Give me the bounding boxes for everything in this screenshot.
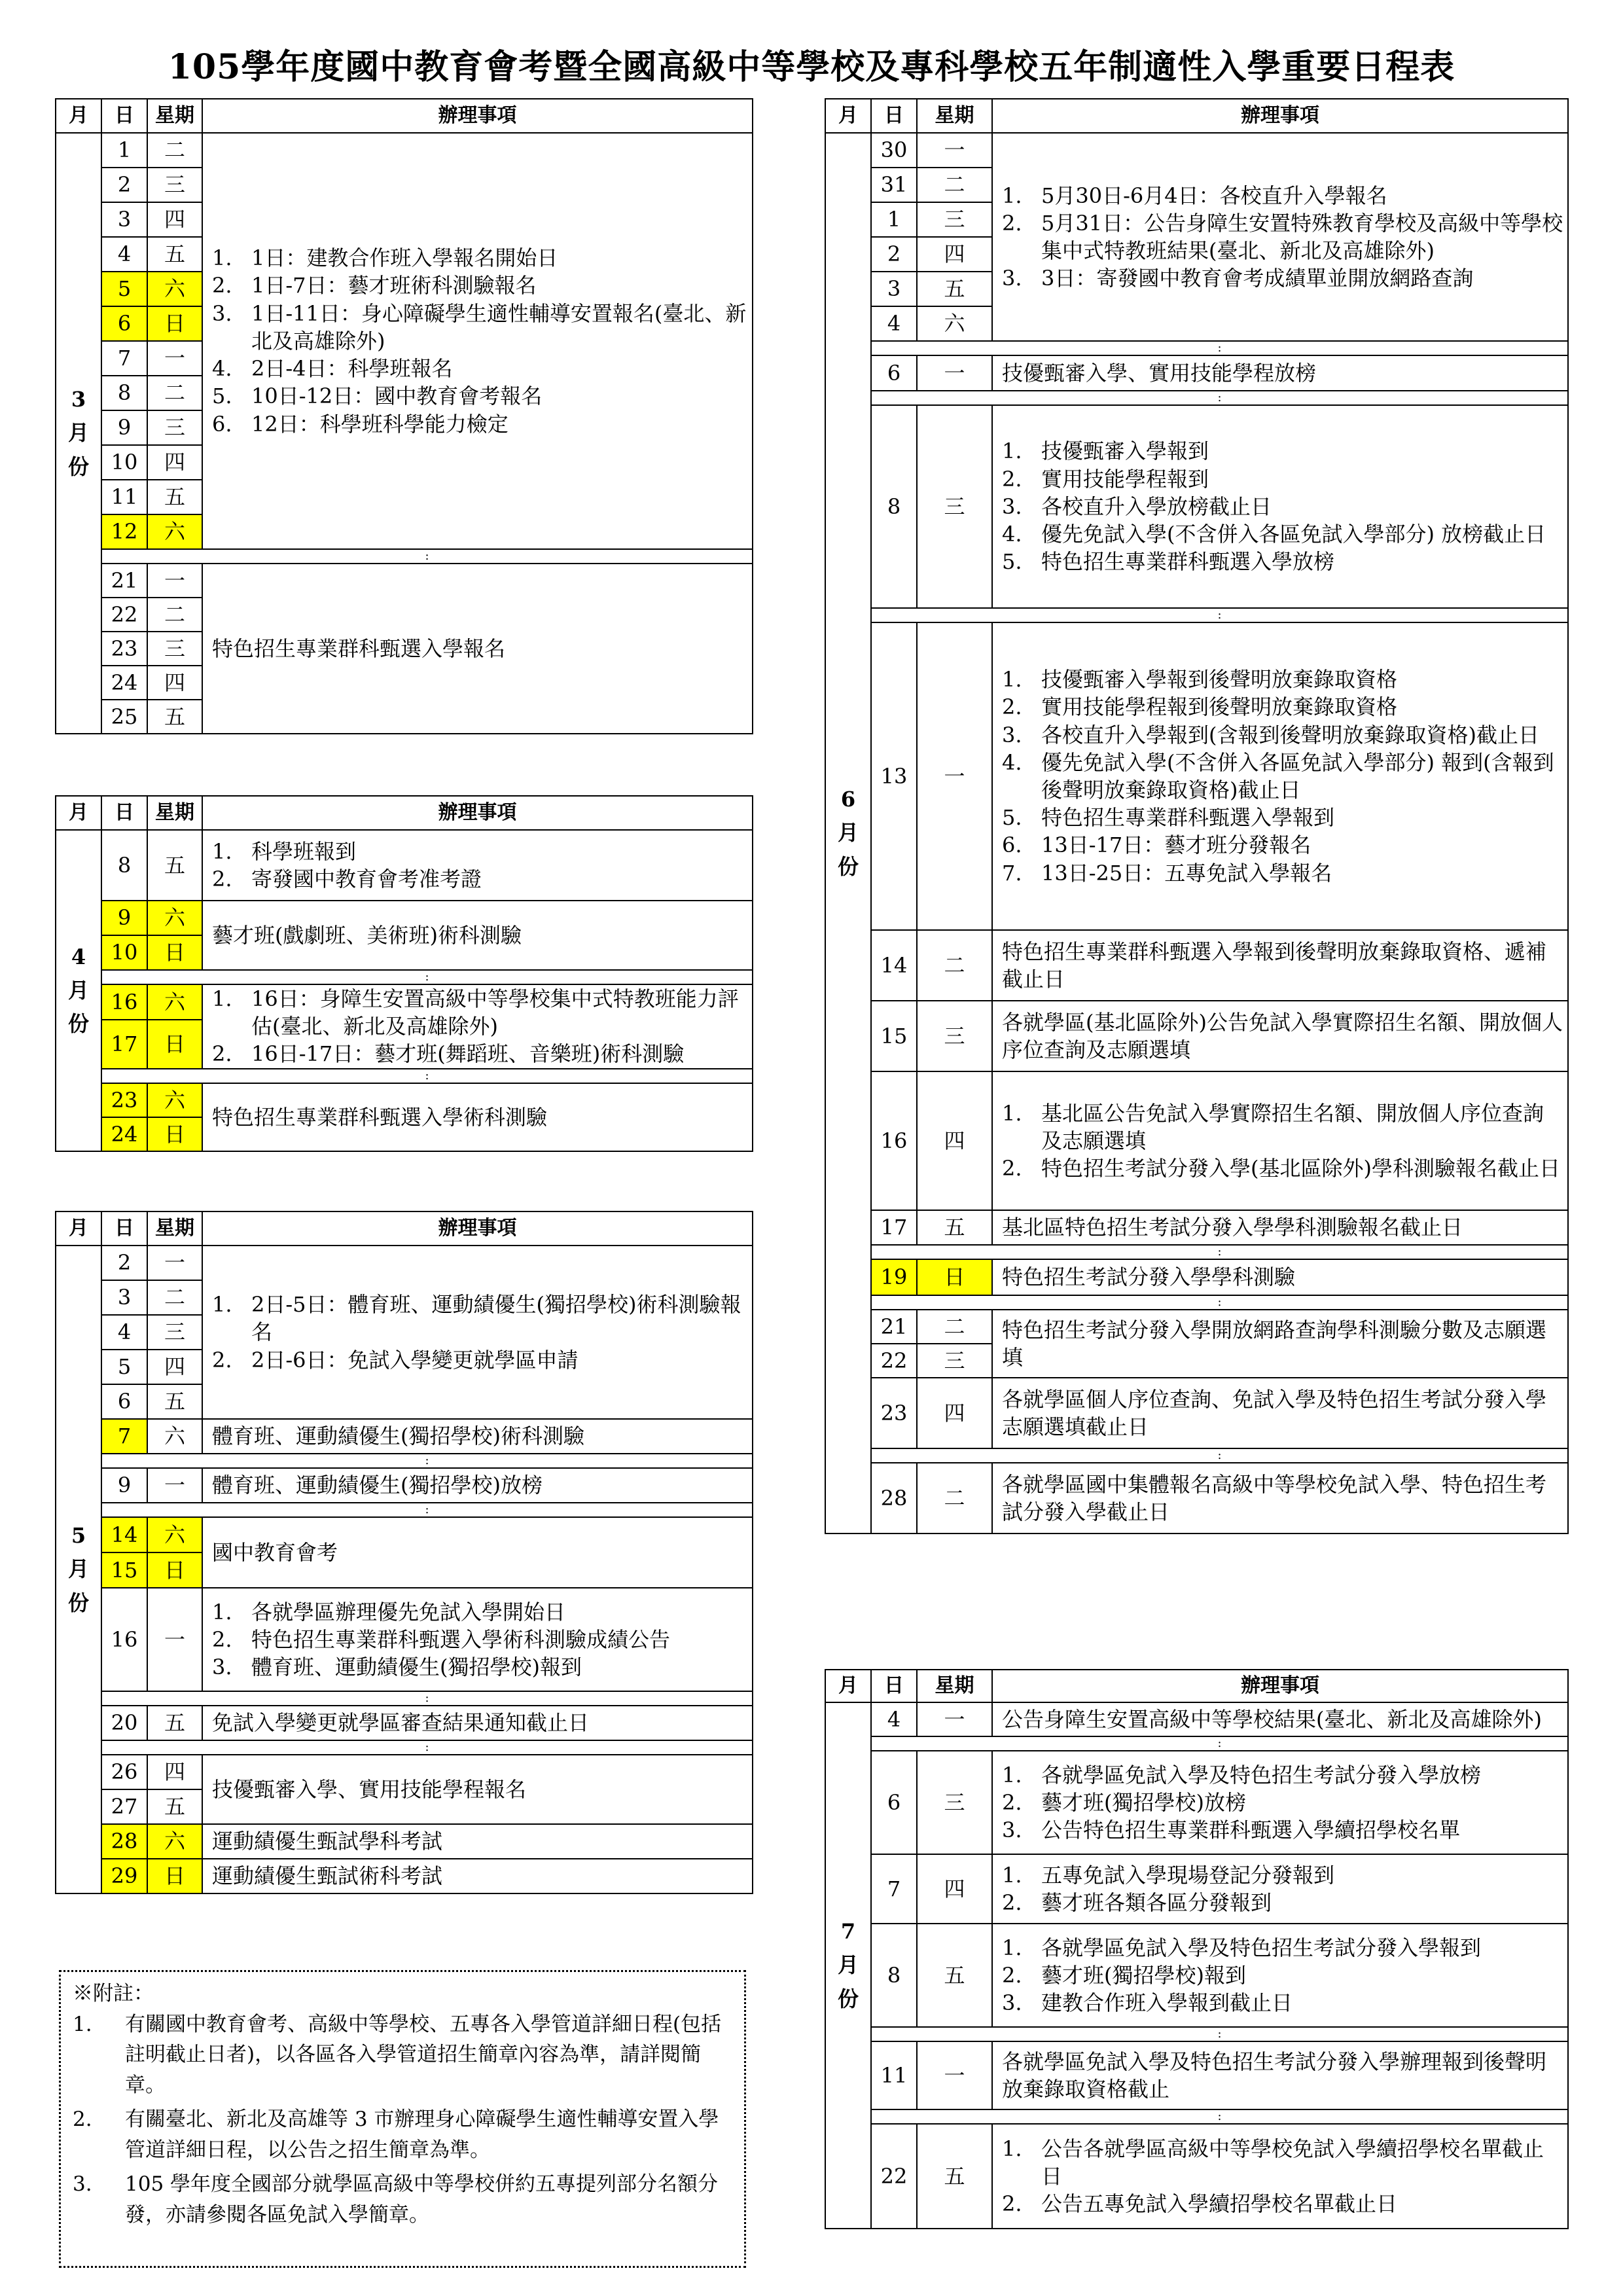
list-item: 2. 寄發國中教育會考准考證 [212,867,482,891]
weekday-cell-highlighted: 日 [147,1552,202,1588]
day-cell: 11 [871,2041,917,2109]
day-cell: 3 [101,1280,147,1315]
list-item: 1. 科學班報到 [212,838,357,864]
day-cell: 22 [871,1344,917,1378]
day-cell: 3 [871,272,917,306]
day-cell: 10 [101,445,147,480]
weekday-cell: 五 [147,237,202,272]
day-cell: 15 [871,1001,917,1071]
day-cell: 6 [871,355,917,391]
weekday-cell: 二 [147,376,202,410]
event-cell: 體育班、運動績優生(獨招學校)放榜 [202,1468,753,1503]
weekday-cell: 三 [917,202,992,237]
weekday-cell: 五 [147,1706,202,1740]
event-cell [992,1071,1568,1210]
weekday-cell: 五 [147,700,202,734]
weekday-cell: 五 [917,272,992,306]
gap-marker: : [871,1736,1568,1751]
list-item: 3. 體育班、運動績優生(獨招學校)報到 [212,1655,582,1680]
weekday-cell: 五 [917,1210,992,1245]
day-cell: 2 [871,237,917,272]
list-item: 1. 1日：建教合作班入學報名開始日 [212,245,558,271]
header-month: 月 [56,99,101,133]
day-cell: 4 [871,1702,917,1736]
event-cell: 運動績優生甄試術科考試 [202,1859,753,1893]
gap-marker: : [871,391,1568,405]
event-cell: 特色招生專業群科甄選入學報到後聲明放棄錄取資格、遞補截止日 [992,930,1568,1001]
weekday-cell: 四 [147,445,202,480]
day-cell: 16 [101,1588,147,1691]
day-cell-highlighted: 19 [871,1259,917,1295]
header-month: 月 [825,99,871,133]
weekday-cell-highlighted: 六 [147,1824,202,1859]
list-item: 1. 技優甄審入學報到 [1002,439,1209,464]
event-cell [992,622,1568,930]
weekday-cell: 四 [917,1378,992,1448]
list-item: 4. 優先免試入學(不含併入各區免試入學部分) 放榜截止日 [1002,522,1546,547]
header-month: 月 [56,1211,101,1246]
header-event: 辦理事項 [992,99,1568,133]
list-item: 3. 1日-11日：身心障礙學生適性輔導安置報名(臺北、新北及高雄除外) [212,300,747,353]
list-item: 3. 105 學年度全國部分就學區高級中等學校併約五專提列部分名額分發，亦請參閱各區免試入學簡章。 [73,2172,719,2227]
day-cell: 6 [101,1384,147,1419]
weekday-cell-highlighted: 日 [147,935,202,970]
june-table [825,98,1569,1534]
header-day: 日 [101,1211,147,1246]
weekday-cell: 一 [917,1702,992,1736]
weekday-cell: 四 [147,666,202,700]
list-item: 2. 藝才班(獨招學校)報到 [1002,1962,1246,1988]
weekday-cell: 四 [917,237,992,272]
day-cell-highlighted: 6 [101,306,147,341]
event-cell [202,830,753,901]
event-cell [992,1751,1568,1854]
event-cell: 各就學區(基北區除外)公告免試入學實際招生名額、開放個人序位查詢及志願選填 [992,1001,1568,1071]
gap-marker: : [871,2027,1568,2041]
list-item: 1. 5月30日-6月4日：各校直升入學報名 [1002,183,1387,208]
day-cell: 5 [101,1350,147,1384]
day-cell-highlighted: 9 [101,901,147,935]
month-label-july: 7 月 份 [825,1702,871,2229]
gap-marker: : [101,1454,753,1468]
event-cell [992,1924,1568,2027]
day-cell: 22 [101,598,147,632]
list-item: 2. 實用技能學程報到後聲明放棄錄取資格 [1002,694,1398,720]
gap-marker: : [871,2109,1568,2124]
weekday-cell: 五 [917,2124,992,2229]
weekday-cell: 六 [147,1419,202,1454]
header-month: 月 [56,796,101,830]
weekday-cell-highlighted: 日 [147,1117,202,1151]
day-cell: 17 [871,1210,917,1245]
day-cell: 14 [871,930,917,1001]
day-cell: 23 [101,632,147,666]
list-item: 7. 13日-25日：五專免試入學報名 [1002,860,1332,886]
list-item: 2. 5月31日：公告身障生安置特殊教育學校及高級中等學校集中式特教班結果(臺北、新北及高雄除外) [1002,210,1563,263]
day-cell-highlighted: 16 [101,984,147,1020]
event-cell: 運動績優生甄試學科考試 [202,1824,753,1859]
weekday-cell: 四 [147,202,202,237]
weekday-cell: 一 [917,133,992,168]
day-cell-highlighted: 12 [101,514,147,549]
event-cell [992,2124,1568,2229]
weekday-cell: 一 [147,564,202,598]
day-cell: 11 [101,480,147,514]
event-cell: 藝才班(戲劇班、美術班)術科測驗 [202,901,753,970]
list-item: 2. 有關臺北、新北及高雄等 3 市辦理身心障礙學生適性輔導安置入學管道詳細日程，以公告之招生簡章為準。 [73,2108,719,2162]
day-cell: 20 [101,1706,147,1740]
gap-marker: : [871,1295,1568,1310]
event-cell: 各就學區免試入學及特色招生考試分發入學辦理報到後聲明放棄錄取資格截止 [992,2041,1568,2109]
event-cell [202,1588,753,1691]
weekday-cell: 四 [917,1071,992,1210]
header-day: 日 [871,1670,917,1702]
weekday-cell: 四 [147,1755,202,1789]
weekday-cell-highlighted: 日 [147,306,202,341]
weekday-cell: 一 [917,355,992,391]
weekday-cell: 三 [917,405,992,608]
event-cell: 免試入學變更就學區審查結果通知截止日 [202,1706,753,1740]
gap-marker: : [871,1448,1568,1463]
list-item: 1. 技優甄審入學報到後聲明放棄錄取資格 [1002,667,1398,692]
gap-marker: : [101,1503,753,1517]
day-cell-highlighted: 28 [101,1824,147,1859]
weekday-cell: 一 [147,1246,202,1280]
day-cell: 2 [101,168,147,202]
day-cell-highlighted: 14 [101,1517,147,1552]
list-item: 1. 各就學區辦理優先免試入學開始日 [212,1599,566,1624]
day-cell: 22 [871,2124,917,2229]
gap-marker: : [871,341,1568,355]
event-cell: 公告身障生安置高級中等學校結果(臺北、新北及高雄除外) [992,1702,1568,1736]
weekday-cell: 六 [917,306,992,341]
list-item: 3. 建教合作班入學報到截止日 [1002,1990,1293,2016]
day-cell: 21 [101,564,147,598]
header-weekday: 星期 [917,1670,992,1702]
weekday-cell: 三 [147,1315,202,1350]
header-weekday: 星期 [917,99,992,133]
gap-marker: : [871,608,1568,622]
event-cell [992,133,1568,341]
gap-marker: : [101,1069,753,1083]
day-cell: 28 [871,1463,917,1534]
list-item: 1. 各就學區免試入學及特色招生考試分發入學報到 [1002,1935,1482,1960]
july-table [825,1669,1569,2229]
day-cell: 3 [101,202,147,237]
weekday-cell: 三 [917,1751,992,1854]
gap-marker: : [101,549,753,564]
weekday-cell-highlighted: 日 [147,1020,202,1069]
day-cell: 4 [101,1315,147,1350]
march-table [55,98,753,734]
list-item: 2. 2日-6日：免試入學變更就學區申請 [212,1347,579,1372]
day-cell-highlighted: 29 [101,1859,147,1893]
header-event: 辦理事項 [202,1211,753,1246]
day-cell-highlighted: 17 [101,1020,147,1069]
day-cell-highlighted: 15 [101,1552,147,1588]
list-item: 1. 公告各就學區高級中等學校免試入學續招學校名單截止日 [1002,2136,1544,2189]
weekday-cell-highlighted: 六 [147,272,202,306]
list-item: 2. 1日-7日：藝才班術科測驗報名 [212,273,537,298]
list-item: 4. 優先免試入學(不含併入各區免試入學部分) 報到(含報到後聲明放棄錄取資格)截止日 [1002,749,1554,802]
day-cell: 8 [871,405,917,608]
list-item: 2. 公告五專免試入學續招學校名單截止日 [1002,2191,1398,2217]
header-event: 辦理事項 [202,796,753,830]
list-item: 2. 藝才班各類各區分發報到 [1002,1890,1272,1915]
day-cell: 31 [871,168,917,202]
day-cell: 27 [101,1789,147,1824]
day-cell-highlighted: 10 [101,935,147,970]
weekday-cell: 一 [147,1468,202,1503]
day-cell: 8 [101,830,147,901]
footnote-heading: ※附註： [73,1982,154,2005]
footnote-box [59,1970,746,2268]
weekday-cell: 三 [917,1001,992,1071]
event-cell [202,984,753,1069]
weekday-cell: 四 [147,1350,202,1384]
list-item: 3. 3日：寄發國中教育會考成績單並開放網路查詢 [1002,266,1474,291]
list-item: 2. 特色招生專業群科甄選入學術科測驗成績公告 [212,1626,671,1652]
weekday-cell: 二 [917,1463,992,1534]
list-item: 1. 16日：身障生安置高級中等學校集中式特教班能力評估(臺北、新北及高雄除外) [212,986,739,1039]
event-cell: 特色招生專業群科甄選入學報名 [202,564,753,734]
event-cell: 技優甄審入學、實用技能學程報名 [202,1755,753,1824]
gap-marker: : [101,970,753,984]
list-item: 1. 五專免試入學現場登記分發報到 [1002,1862,1335,1888]
list-item: 2. 16日-17日：藝才班(舞蹈班、音樂班)術科測驗 [212,1041,685,1067]
list-item: 3. 各校直升入學放榜截止日 [1002,493,1272,519]
event-cell: 特色招生考試分發入學開放網路查詢學科測驗分數及志願選填 [992,1310,1568,1378]
header-day: 日 [101,796,147,830]
day-cell-highlighted: 23 [101,1083,147,1117]
day-cell: 21 [871,1310,917,1344]
event-cell [992,405,1568,608]
weekday-cell: 二 [147,598,202,632]
list-item: 5. 特色招生專業群科甄選入學放榜 [1002,549,1335,575]
weekday-cell-highlighted: 日 [917,1259,992,1295]
weekday-cell: 一 [147,341,202,376]
weekday-cell-highlighted: 六 [147,514,202,549]
event-cell: 特色招生專業群科甄選入學術科測驗 [202,1083,753,1151]
weekday-cell: 四 [917,1854,992,1924]
header-weekday: 星期 [147,1211,202,1246]
event-cell [992,1854,1568,1924]
event-cell: 體育班、運動績優生(獨招學校)術科測驗 [202,1419,753,1454]
header-weekday: 星期 [147,796,202,830]
day-cell: 8 [101,376,147,410]
weekday-cell: 三 [147,632,202,666]
day-cell: 4 [101,237,147,272]
weekday-cell-highlighted: 六 [147,901,202,935]
list-item: 6. 12日：科學班科學能力檢定 [212,411,508,437]
list-item: 2. 藝才班(獨招學校)放榜 [1002,1789,1246,1815]
event-cell [202,133,753,549]
day-cell: 1 [101,133,147,168]
gap-marker: : [101,1740,753,1755]
header-weekday: 星期 [147,99,202,133]
day-cell: 26 [101,1755,147,1789]
weekday-cell: 二 [917,930,992,1001]
event-cell: 特色招生考試分發入學學科測驗 [992,1259,1568,1295]
list-item: 3. 各校直升入學報到(含報到後聲明放棄錄取資格)截止日 [1002,722,1539,747]
day-cell: 30 [871,133,917,168]
weekday-cell: 一 [917,622,992,930]
month-label-june: 6 月 份 [825,133,871,1534]
weekday-cell: 五 [147,830,202,901]
day-cell: 24 [101,666,147,700]
event-cell: 國中教育會考 [202,1517,753,1588]
day-cell-highlighted: 7 [101,1419,147,1454]
day-cell: 4 [871,306,917,341]
weekday-cell-highlighted: 六 [147,984,202,1020]
weekday-cell: 五 [147,1789,202,1824]
day-cell-highlighted: 24 [101,1117,147,1151]
weekday-cell: 二 [917,168,992,202]
weekday-cell: 三 [917,1344,992,1378]
day-cell: 16 [871,1071,917,1210]
event-cell [202,1246,753,1419]
day-cell: 9 [101,1468,147,1503]
day-cell: 23 [871,1378,917,1448]
header-day: 日 [101,99,147,133]
header-event: 辦理事項 [992,1670,1568,1702]
day-cell: 25 [101,700,147,734]
weekday-cell: 三 [147,168,202,202]
day-cell: 8 [871,1924,917,2027]
weekday-cell: 二 [147,133,202,168]
weekday-cell: 一 [917,2041,992,2109]
gap-marker: : [101,1691,753,1706]
event-cell: 基北區特色招生考試分發入學學科測驗報名截止日 [992,1210,1568,1245]
list-item: 3. 公告特色招生專業群科甄選入學續招學校名單 [1002,1818,1461,1843]
header-month: 月 [825,1670,871,1702]
weekday-cell: 五 [147,1384,202,1419]
event-cell: 技優甄審入學、實用技能學程放榜 [992,355,1568,391]
may-table [55,1211,753,1894]
weekday-cell: 三 [147,410,202,445]
month-label-may: 5 月 份 [56,1246,101,1893]
day-cell: 13 [871,622,917,930]
header-event: 辦理事項 [202,99,753,133]
day-cell: 7 [101,341,147,376]
weekday-cell-highlighted: 六 [147,1083,202,1117]
weekday-cell: 二 [147,1280,202,1315]
weekday-cell-highlighted: 六 [147,1517,202,1552]
list-item: 1. 基北區公告免試入學實際招生名額、開放個人序位查詢及志願選填 [1002,1100,1544,1153]
list-item: 5. 10日-12日：國中教育會考報名 [212,384,543,409]
weekday-cell-highlighted: 日 [147,1859,202,1893]
day-cell: 2 [101,1246,147,1280]
day-cell-highlighted: 5 [101,272,147,306]
list-item: 1. 各就學區免試入學及特色招生考試分發入學放榜 [1002,1762,1482,1787]
list-item: 1. 2日-5日：體育班、運動績優生(獨招學校)術科測驗報名 [212,1292,741,1345]
weekday-cell: 一 [147,1588,202,1691]
april-table [55,795,753,1152]
weekday-cell: 五 [917,1924,992,2027]
day-cell: 9 [101,410,147,445]
list-item: 5. 特色招生專業群科甄選入學報到 [1002,805,1335,831]
month-label-march: 3 月 份 [56,133,101,734]
weekday-cell: 二 [917,1310,992,1344]
month-label-april: 4 月 份 [56,830,101,1151]
event-cell: 各就學區個人序位查詢、免試入學及特色招生考試分發入學志願選填截止日 [992,1378,1568,1448]
list-item: 1. 有關國中教育會考、高級中等學校、五專各入學管道詳細日程(包括註明截止日者)，以各區各入學管道招生簡章內容為準，請詳閱簡章。 [73,2012,722,2097]
header-day: 日 [871,99,917,133]
list-item: 4. 2日-4日：科學班報名 [212,356,453,382]
list-item: 2. 特色招生考試分發入學(基北區除外)學科測驗報名截止日 [1002,1156,1560,1181]
day-cell: 7 [871,1854,917,1924]
list-item: 6. 13日-17日：藝才班分發報名 [1002,833,1311,858]
gap-marker: : [871,1245,1568,1259]
weekday-cell: 五 [147,480,202,514]
day-cell: 6 [871,1751,917,1854]
page-title: 105學年度國中教育會考暨全國高級中等學校及專科學校五年制適性入學重要日程表 [168,47,1455,87]
event-cell: 各就學區國中集體報名高級中等學校免試入學、特色招生考試分發入學截止日 [992,1463,1568,1534]
day-cell: 1 [871,202,917,237]
list-item: 2. 實用技能學程報到 [1002,466,1209,492]
